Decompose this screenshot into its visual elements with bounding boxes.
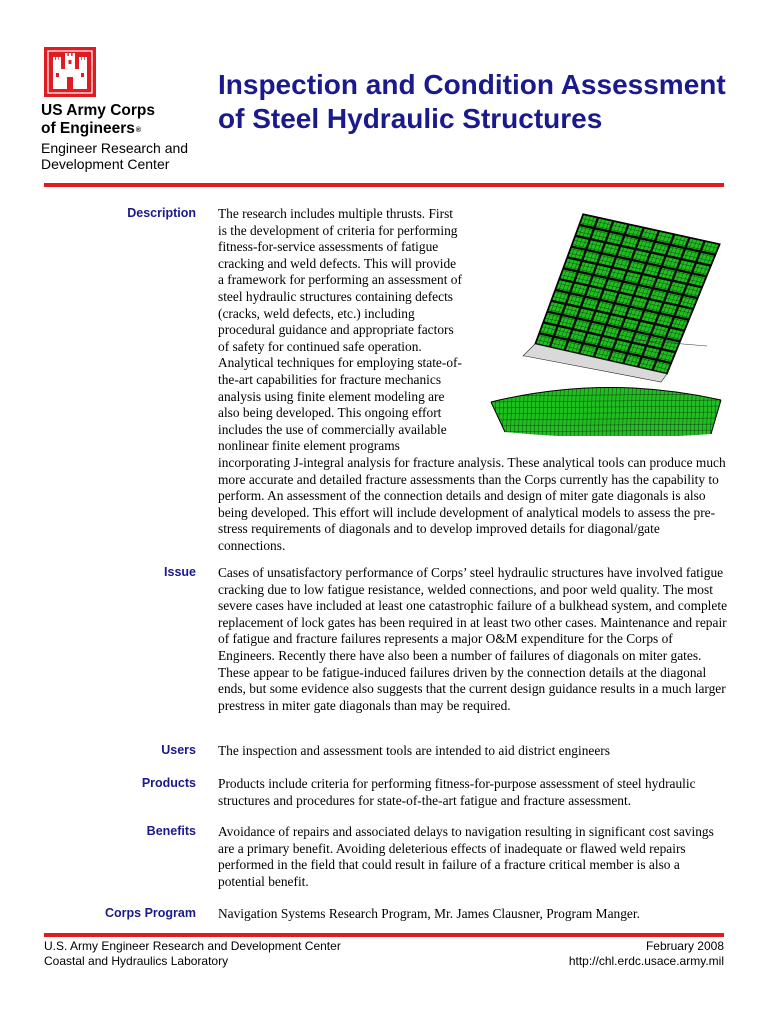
footer-divider [44,933,724,937]
section-label-issue: Issue [164,565,196,579]
section-label-products: Products [141,776,196,790]
description-line: analysis using finite element modeling are [218,388,445,404]
description-line: nonlinear finite element programs [218,438,400,454]
description-line: The research includes multiple thrusts. First [218,206,454,221]
users-body: The inspection and assessment tools are intended to aid district engineers [218,743,610,758]
description-line: is the development of criteria for performing [218,222,458,238]
registered-mark: ® [135,127,142,134]
gate-panel-upper [523,214,720,382]
header-divider [44,183,724,187]
footer-org: U.S. Army Engineer Research and Development Center [44,939,341,953]
org-name-line2: of Engineers® [41,120,142,137]
issue-body: Cases of unsatisfactory performance of Corps’ steel hydraulic structures have involved fatigue cracking due to low fatigue resistance, welded connections, and poor weld quality. The most severe cases have included at least one catastrophic failure of a bulkhead system, and complete replacement of lock gates has been required in at least two other cases. Maintenance and repair of fatigue and fracture failures represents a major O&M expenditure for the Corps of Engineers. Recently there have also been a number of failures of diagonals on miter gates. These appear to be fatigue-induced failures driven by the connection details at the diagonal ends, but some evidence also suggests that the current design guidance results in a much larger prestress in miter gate diagonals than may be required. [218,565,728,713]
description-line: also being developed. This ongoing effort [218,405,442,421]
section-label-description: Description [127,206,196,220]
usace-castle-logo [44,47,96,97]
mesh-line [722,374,725,436]
products-body: Products include criteria for performing fitness-for-purpose assessment of steel hydraulic structures and procedures for state-of-the-art fatigue and fracture assessment. [218,776,696,808]
description-line: includes the use of commercially available [218,421,447,437]
org-subtitle: Engineer Research and Development Center [41,140,189,172]
description-line: steel hydraulic structures containing defects [218,288,453,304]
description-line: cracking and weld defects. This will provide [218,255,457,271]
mesh-line [486,374,489,436]
corps-program-body: Navigation Systems Research Program, Mr. James Clausner, Program Manger. [218,906,640,921]
description-line: of safety for continued safe operation. [218,338,422,354]
description-line: the-art capabilities for fracture mechanics [218,371,442,387]
description-line: Analytical techniques for employing state-of- [218,355,462,371]
footer-date: February 2008 [645,939,724,953]
benefits-body: Avoidance of repairs and associated delays to navigation resulting in significant cost savings are a primary benefit. Avoiding deleterious effects of inadequate or flawed weld repairs performed in the field that could result in failure of a fracture critical member is also a potential benefit. [218,824,714,889]
description-line: (cracks, weld defects, etc.) including [218,305,415,321]
description-line: fitness-for-service assessments of fatigue [218,239,439,255]
description-line: a framework for performing an assessment of [218,272,462,288]
section-label-users: Users [161,743,196,757]
section-label-corps-program: Corps Program [105,906,196,920]
section-label-benefits: Benefits [146,824,196,838]
footer-url[interactable]: http://chl.erdc.usace.army.mil [568,954,724,968]
org-name-line1: US Army Corps [41,102,155,119]
gate-panel-lower [485,374,727,436]
mesh-line [726,374,727,436]
description-line: procedural guidance and appropriate factors [218,322,454,338]
page-title: Inspection and Condition Assessment of Steel Hydraulic Structures [218,69,726,134]
description-wrapped-lines [218,206,476,455]
footer-lab: Coastal and Hydraulics Laboratory [44,954,229,968]
finite-element-gate-figure [485,206,727,436]
description-continuation: incorporating J-integral analysis for fracture analysis. These analytical tools can produce much more accurate and detailed fracture assessments than the Corps currently has the capability to perform. An assessment of the connection details and design of miter gate diagonals is also being developed. This effort will include development of analytical models to assess the pre-stress requirements of diagonals and to develop improved details for diagonal/gate connections. [218,454,726,553]
